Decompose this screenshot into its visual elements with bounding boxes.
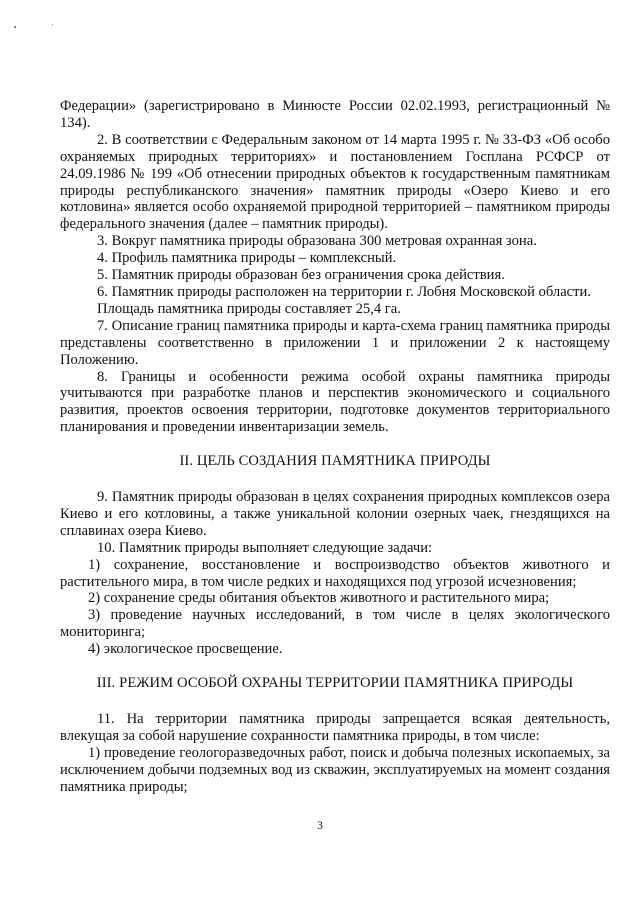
paragraph-3: 3. Вокруг памятника природы образована 300 метровая охранная зона.	[97, 233, 537, 250]
paragraph-11: 11. На территории памятника природы запрещается всякая деятельность, влекущая за собой нарушение сохранности памятника природы, в том числе:	[60, 711, 610, 744]
paragraph-continuation: Федерации» (зарегистрировано в Минюсте России 02.02.1993, регистрационный № 134).	[60, 98, 610, 131]
paragraph-4: 4. Профиль памятника природы – комплексный.	[97, 250, 397, 267]
scan-speck	[52, 24, 53, 25]
page-number: 3	[317, 820, 323, 832]
paragraph-7: 7. Описание границ памятника природы и карта-схема границ памятника природы представлены соответственно в приложении 1 и приложении 2 к настоящему Положению.	[60, 317, 610, 368]
section-heading-2: II. ЦЕЛЬ СОЗДАНИЯ ПАМЯТНИКА ПРИРОДЫ	[179, 453, 491, 470]
paragraph-5: 5. Памятник природы образован без ограничения срока действия.	[97, 267, 505, 284]
task-item-3: 3) проведение научных исследований, в том числе в целях экологического мониторинга;	[60, 607, 610, 641]
task-item-2: 2) сохранение среды обитания объектов животного и растительного мира;	[88, 590, 550, 607]
task-item-4: 4) экологическое просвещение.	[88, 641, 283, 658]
paragraph-area: Площадь памятника природы составляет 25,4 га.	[97, 300, 401, 317]
paragraph-8: 8. Границы и особенности режима особой охраны памятника природы учитываются при разработке планов и перспектив экономического и социального развития, проектов освоения территории, подготовке документов территориального планирования и проведении инвентаризации земель.	[60, 368, 610, 436]
scan-speck	[14, 26, 16, 28]
paragraph-6: 6. Памятник природы расположен на территории г. Лобня Московской области.	[97, 283, 591, 300]
task-item-1: 1) сохранение, восстановление и воспроизводство объектов животного и растительного мира, в том числе редких и находящихся под угрозой исчезновения;	[60, 556, 610, 590]
paragraph-9: 9. Памятник природы образован в целях сохранения природных комплексов озера Киево и его котловины, а также уникальной колонии озерных чаек, гнездящихся на сплавинах озера Киево.	[60, 489, 610, 539]
paragraph-2: 2. В соответствии с Федеральным законом от 14 марта 1995 г. № 33-ФЗ «Об особо охраняемых природных территориях» и постановлением Госплана РСФСР от 24.09.1986 № 199 «Об отнесении природных объектов к государственным памятникам природы республиканского значения» памятник природы «Озеро Киево и его котловина» является особо охраняемой природной территорией – памятником природы федерального значения (далее – памятник природы).	[60, 131, 610, 233]
paragraph-10: 10. Памятник природы выполняет следующие задачи:	[97, 539, 433, 556]
document-page	[60, 98, 610, 796]
prohibition-item-1: 1) проведение геологоразведочных работ, поиск и добыча полезных ископаемых, за исключением добычи подземных вод из скважин, эксплуатируемых на момент создания памятника природы;	[60, 744, 610, 795]
section-heading-3: III. РЕЖИМ ОСОБОЙ ОХРАНЫ ТЕРРИТОРИИ ПАМЯТНИКА ПРИРОДЫ	[96, 675, 574, 692]
